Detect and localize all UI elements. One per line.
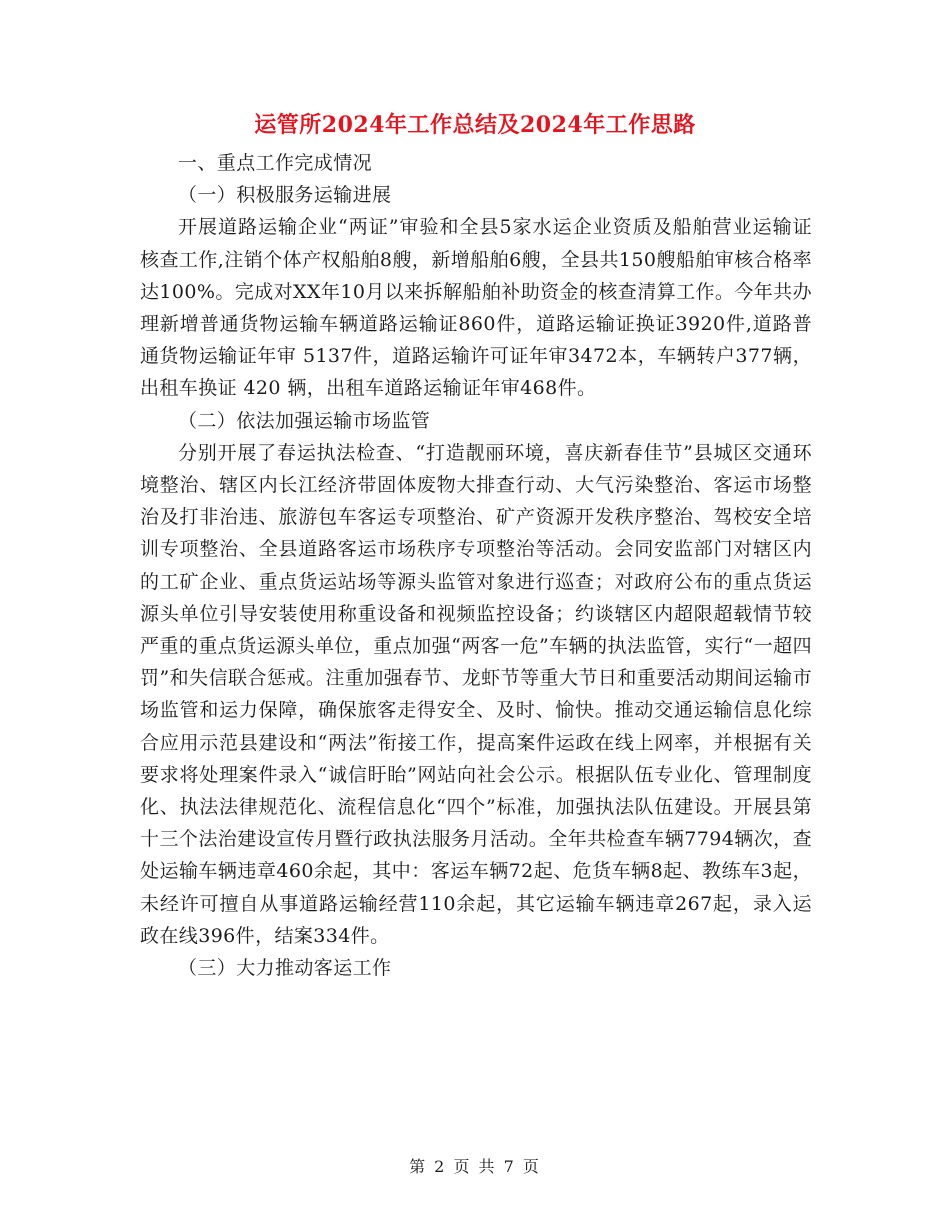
document-body [140, 147, 812, 984]
subsection-heading-1: （一）积极服务运输进展 [178, 184, 392, 207]
page-number-footer: 第 2 页 共 7 页 [409, 1157, 541, 1176]
paragraph-1: 开展道路运输企业“两证”审验和全县5家水运企业资质及船舶营业运输证核查工作,注销个体产权船舶8艘，新增船舶6艘，全县共150艘船舶审核合格率达100%。完成对XX年10月以来拆解船舶补助资金的核查清算工作。今年共办理新增普通货物运输车辆道路运输证860件，道路运输证换证3920件,道路普通货物运输证年审 5137件，道路运输许可证年审3472本，车辆转户377辆，出租车换证 420 辆，出租车道路运输证年审468件。 [140, 216, 812, 400]
paragraph-2: 分别开展了春运执法检查、“打造靓丽环境，喜庆新春佳节”县城区交通环境整治、辖区内长江经济带固体废物大排查行动、大气污染整治、客运市场整治及打非治违、旅游包车客运专项整治、矿产资源开发秩序整治、驾校安全培训专项整治、全县道路客运市场秩序专项整治等活动。会同安监部门对辖区内的工矿企业、重点货运站场等源头监管对象进行巡查；对政府公布的重点货运源头单位引导安装使用称重设备和视频监控设备；约谈辖区内超限超载情节较严重的重点货运源头单位，重点加强“两客一危”车辆的执法监管，实行“一超四罚”和失信联合惩戒。注重加强春节、龙虾节等重大节日和重要活动期间运输市场监管和运力保障，确保旅客走得安全、及时、愉快。推动交通运输信息化综合应用示范县建设和“两法”衔接工作，提高案件运政在线上网率，并根据有关要求将处理案件录入“诚信盱眙”网站向社会公示。根据队伍专业化、管理制度化、执法法律规范化、流程信息化“四个”标准，加强执法队伍建设。开展县第十三个法治建设宣传月暨行政执法服务月活动。全年共检查车辆7794辆次，查处运输车辆违章460余起，其中：客运车辆72起、危货车辆8起、教练车3起，未经许可擅自从事道路运输经营110余起，其它运输车辆违章267起，录入运政在线396件，结案334件。 [140, 441, 812, 947]
document-title: 运管所2024年工作总结及2024年工作思路 [254, 112, 696, 138]
section-heading-1: 一、重点工作完成情况 [178, 152, 373, 174]
subsection-heading-3: （三）大力推动客运工作 [178, 957, 392, 980]
subsection-heading-2: （二）依法加强运输市场监管 [178, 409, 431, 432]
